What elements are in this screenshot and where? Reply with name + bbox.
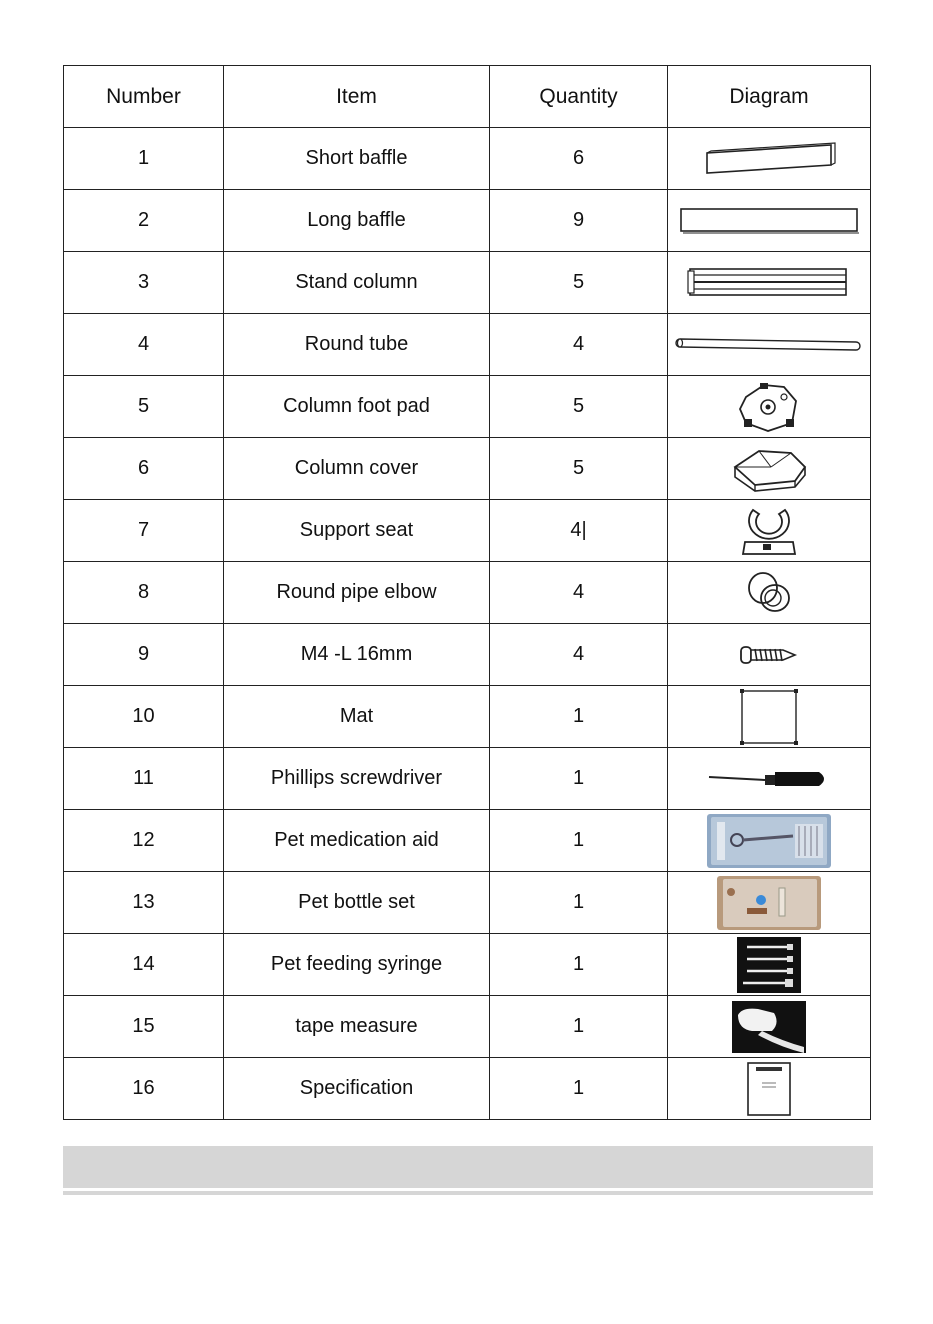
header-diagram: Diagram — [668, 66, 871, 128]
row-item: tape measure — [224, 996, 490, 1058]
row-item: Phillips screwdriver — [224, 748, 490, 810]
row-item: Round tube — [224, 314, 490, 376]
column-cover-icon — [729, 445, 809, 493]
row-item: Pet bottle set — [224, 872, 490, 934]
table-row — [64, 190, 871, 252]
table-row — [64, 748, 871, 810]
table-row — [64, 314, 871, 376]
footer-gray-band — [63, 1146, 873, 1188]
row-diagram — [668, 438, 871, 500]
row-number: 2 — [64, 190, 224, 252]
row-item: Pet feeding syringe — [224, 934, 490, 996]
row-number: 5 — [64, 376, 224, 438]
row-diagram — [668, 376, 871, 438]
feeding-syringe-photo — [737, 937, 801, 993]
table-row — [64, 872, 871, 934]
row-quantity: 6 — [490, 128, 668, 190]
long-baffle-icon — [678, 206, 860, 236]
row-number: 14 — [64, 934, 224, 996]
medication-aid-photo — [707, 814, 831, 868]
table-row — [64, 996, 871, 1058]
header-quantity: Quantity — [490, 66, 668, 128]
row-item: Column cover — [224, 438, 490, 500]
row-quantity: 1 — [490, 686, 668, 748]
table-row — [64, 624, 871, 686]
header-number: Number — [64, 66, 224, 128]
row-quantity: 1 — [490, 996, 668, 1058]
screwdriver-icon — [707, 767, 831, 791]
header-item: Item — [224, 66, 490, 128]
row-number: 3 — [64, 252, 224, 314]
row-number: 8 — [64, 562, 224, 624]
row-number: 15 — [64, 996, 224, 1058]
row-item: Short baffle — [224, 128, 490, 190]
row-number: 10 — [64, 686, 224, 748]
row-diagram — [668, 872, 871, 934]
row-item: M4 -L 16mm — [224, 624, 490, 686]
row-diagram — [668, 996, 871, 1058]
table-row — [64, 810, 871, 872]
row-diagram — [668, 562, 871, 624]
table-row — [64, 438, 871, 500]
specification-manual-icon — [746, 1061, 792, 1117]
row-diagram — [668, 748, 871, 810]
row-item: Specification — [224, 1058, 490, 1120]
row-diagram — [668, 1058, 871, 1120]
row-number: 13 — [64, 872, 224, 934]
row-quantity: 1 — [490, 934, 668, 996]
row-number: 11 — [64, 748, 224, 810]
row-quantity: 1 — [490, 1058, 668, 1120]
row-quantity: 1 — [490, 748, 668, 810]
tape-measure-photo — [732, 1001, 806, 1053]
round-pipe-elbow-icon — [743, 568, 795, 618]
row-diagram — [668, 128, 871, 190]
row-diagram — [668, 624, 871, 686]
screw-icon — [739, 644, 799, 666]
bottle-set-photo — [717, 876, 821, 930]
table-row — [64, 1058, 871, 1120]
row-item: Pet medication aid — [224, 810, 490, 872]
row-quantity: 9 — [490, 190, 668, 252]
row-number: 6 — [64, 438, 224, 500]
mat-icon — [739, 688, 799, 746]
row-quantity: 4 — [490, 562, 668, 624]
row-diagram — [668, 934, 871, 996]
row-number: 9 — [64, 624, 224, 686]
table-row — [64, 376, 871, 438]
row-diagram — [668, 810, 871, 872]
row-item: Mat — [224, 686, 490, 748]
row-quantity: 5 — [490, 376, 668, 438]
row-diagram — [668, 314, 871, 376]
row-diagram — [668, 190, 871, 252]
row-item: Long baffle — [224, 190, 490, 252]
row-item: Column foot pad — [224, 376, 490, 438]
table-row — [64, 934, 871, 996]
row-item: Round pipe elbow — [224, 562, 490, 624]
stand-column-icon — [686, 265, 852, 301]
row-number: 16 — [64, 1058, 224, 1120]
table-row — [64, 500, 871, 562]
table-row — [64, 128, 871, 190]
row-quantity: 1 — [490, 872, 668, 934]
table-header-row — [64, 66, 871, 128]
row-quantity: 5 — [490, 252, 668, 314]
table-row — [64, 252, 871, 314]
row-diagram — [668, 686, 871, 748]
table-row — [64, 562, 871, 624]
row-quantity: 1 — [490, 810, 668, 872]
row-number: 7 — [64, 500, 224, 562]
row-quantity: 4| — [490, 500, 668, 562]
row-item: Support seat — [224, 500, 490, 562]
table-row — [64, 686, 871, 748]
row-quantity: 4 — [490, 314, 668, 376]
row-quantity: 5 — [490, 438, 668, 500]
row-diagram — [668, 252, 871, 314]
parts-list-table — [63, 65, 871, 1120]
row-quantity: 4 — [490, 624, 668, 686]
footer-divider — [63, 1191, 873, 1195]
column-foot-pad-icon — [734, 379, 804, 435]
row-number: 1 — [64, 128, 224, 190]
row-diagram — [668, 500, 871, 562]
row-item: Stand column — [224, 252, 490, 314]
round-tube-icon — [674, 333, 864, 357]
row-number: 12 — [64, 810, 224, 872]
short-baffle-icon — [699, 139, 839, 179]
row-number: 4 — [64, 314, 224, 376]
support-seat-icon — [739, 504, 799, 558]
